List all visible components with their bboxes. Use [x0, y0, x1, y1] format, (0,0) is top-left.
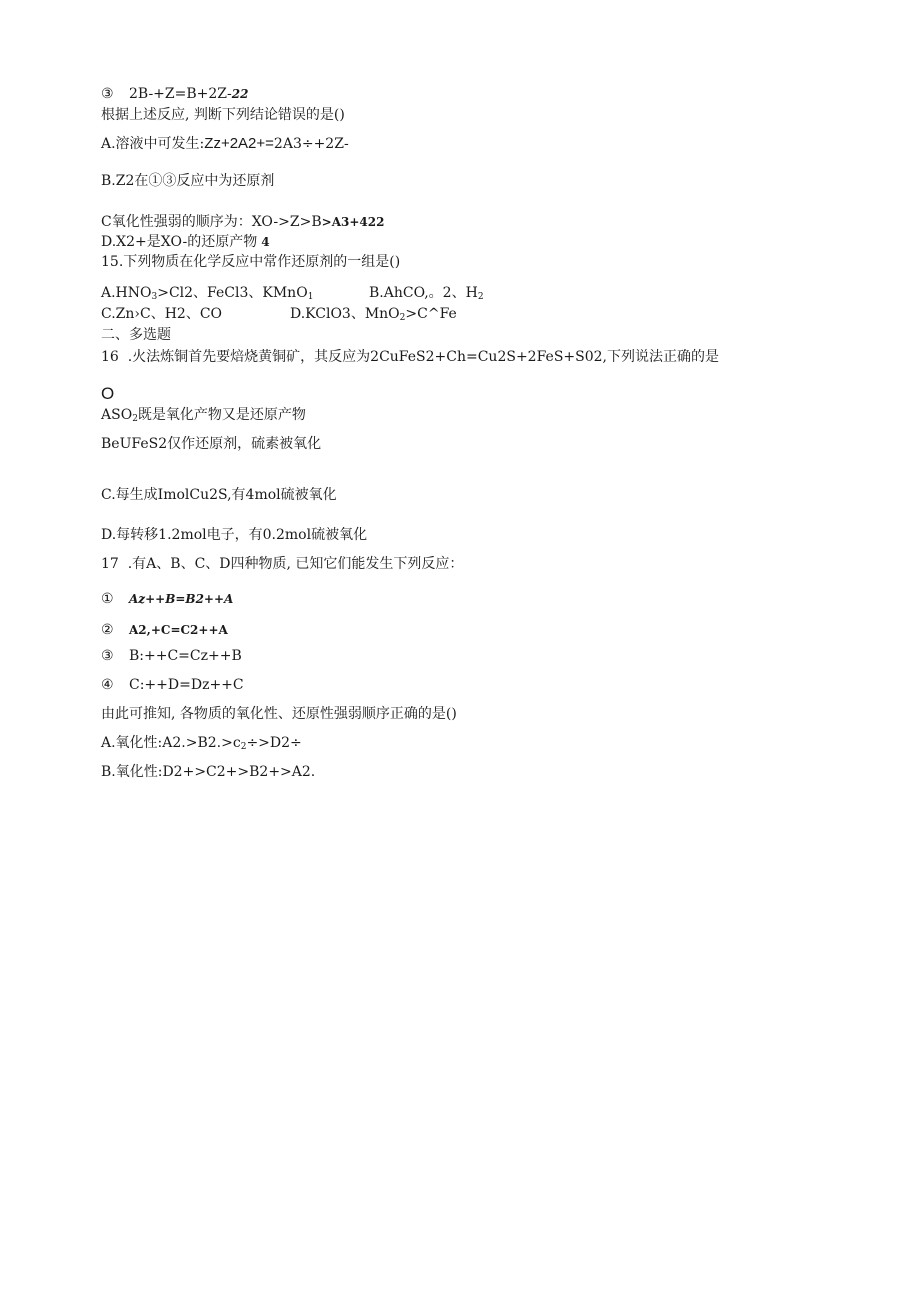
q15-option-d: [290, 305, 457, 327]
q15-option-a: [101, 284, 313, 306]
option-d: [101, 233, 270, 251]
reaction-2: [101, 621, 228, 639]
q15-option-c: C.Zn›C、H2、CO: [101, 306, 223, 322]
option-a-label: A.溶液中可发生:: [101, 136, 205, 152]
q15-a-part2: >Cl2、FeCl3、KMnO: [157, 285, 308, 301]
equation-suffix: 22: [231, 87, 249, 101]
q17-a-part2: ÷>D2÷: [246, 735, 302, 751]
option-c-tail: >A3+422: [321, 215, 385, 229]
question-stem: 根据上述反应, 判断下列结论错误的是(): [101, 107, 345, 123]
option-a-equation-tail: 2A3÷+2Z-: [273, 136, 349, 152]
circled-number: ③: [101, 648, 114, 664]
q15-option-b: [369, 284, 484, 306]
question-16-paren: O: [101, 384, 115, 403]
q16-option-d: D.每转移1.2mol电子，有0.2mol硫被氧化: [101, 527, 368, 543]
circled-number: ④: [101, 677, 114, 693]
q16-a-part1: ASO: [101, 407, 133, 423]
q16-option-a: [101, 406, 306, 428]
q15-b-part1: B.AhCO,。2、H: [369, 285, 478, 301]
q15-d-part1: D.KClO3、MnO: [290, 306, 400, 322]
reaction-3-line: [101, 85, 248, 103]
q15-a-part1: A.HNO: [101, 285, 152, 301]
reaction-1-equation: Az++B=B2++A: [129, 592, 234, 606]
question-17-stem: 由此可推知, 各物质的氧化性、还原性强弱顺序正确的是(): [101, 706, 457, 722]
q15-b-sub: 2: [477, 292, 484, 302]
q15-d-sub: 2: [399, 313, 406, 323]
q16-a-part2: 既是氧化产物又是还原产物: [137, 407, 306, 423]
q15-d-part2: >C^Fe: [405, 306, 457, 322]
circled-number: ①: [101, 591, 114, 607]
reaction-2-equation: A2,+C=C2++A: [129, 623, 228, 637]
q17-a-part1: A.氧化性:A2.>B2.>c: [101, 735, 241, 751]
q15-a-sub1: 3: [151, 292, 158, 302]
question-16: 16 .火法炼铜首先要焙烧黄铜矿，其反应为2CuFeS2+Ch=Cu2S+2FeS+S02,下列说法正确的是: [101, 349, 719, 365]
option-d-tail: 4: [261, 235, 270, 249]
reaction-4-equation: C:++D=Dz++C: [129, 677, 244, 693]
question-15: 15.下列物质在化学反应中常作还原剂的一组是(): [101, 254, 401, 270]
q17-option-a: [101, 734, 302, 756]
q17-option-b: B.氧化性:D2+>C2+>B2+>A2.: [101, 764, 316, 780]
q16-a-sub: 2: [132, 414, 138, 424]
option-d-text: D.X2+是XO-的还原产物: [101, 234, 258, 250]
circled-number: ③: [101, 86, 114, 102]
q17-a-sub: 2: [240, 742, 247, 752]
equation-text: 2B-+Z=B+2Z-: [129, 86, 232, 102]
reaction-1: [101, 590, 233, 608]
reaction-4: [101, 676, 244, 694]
option-a: [101, 135, 349, 153]
section-heading: 二、多选题: [101, 327, 171, 343]
option-c: [101, 213, 384, 231]
option-c-text: C氧化性强弱的顺序为：XO->Z>B: [101, 214, 322, 230]
q15-a-sub2: 1: [307, 292, 314, 302]
circled-number: ②: [101, 622, 114, 638]
reaction-3: [101, 647, 242, 665]
option-a-equation: Zz+2A2+=: [204, 135, 274, 152]
q16-option-c: C.每生成ImolCu2S,有4mol硫被氧化: [101, 487, 337, 503]
question-17: 17 .有A、B、C、D四种物质, 已知它们能发生下列反应：: [101, 556, 464, 572]
option-b: B.Z2在①③反应中为还原剂: [101, 173, 275, 189]
q16-option-b: BeUFeS2仅作还原剂，硫素被氧化: [101, 436, 322, 452]
reaction-3-equation: B:++C=Cz++B: [129, 648, 242, 664]
